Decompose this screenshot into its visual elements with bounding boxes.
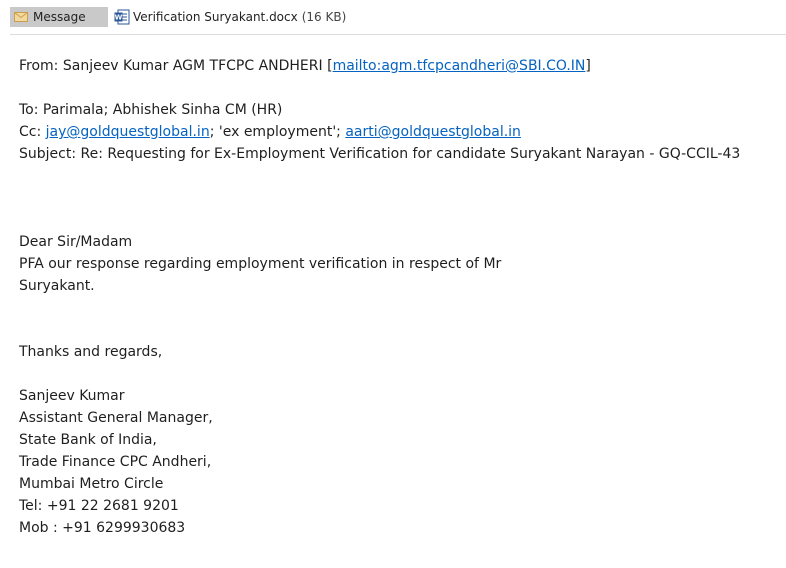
envelope-icon [14,12,28,22]
cc-link-jay[interactable]: jay@goldquestglobal.in [45,124,210,140]
cc-middle: ; 'ex employment'; [209,124,346,140]
from-line [19,55,591,77]
cc-line [19,121,521,143]
body-line-1: PFA our response regarding employment verification in respect of Mr [19,256,502,272]
svg-text:W: W [114,13,123,22]
signature-tel: Tel: +91 22 2681 9201 [19,498,179,514]
message-tab-label: Message [33,10,86,24]
attachment-file[interactable] [114,7,346,27]
attachment-file-size: (16 KB) [301,10,347,24]
cc-link-aarti[interactable]: aarti@goldquestglobal.in [345,124,521,140]
message-tab[interactable] [10,7,108,27]
closing: Thanks and regards, [19,344,163,360]
signature-circle: Mumbai Metro Circle [19,476,164,492]
from-prefix: From: Sanjeev Kumar AGM TFCPC ANDHERI [ [19,58,333,74]
subject-line: Subject: Re: Requesting for Ex-Employment Verification for candidate Suryakant Narayan - GQ-CCIL-43 [19,146,741,162]
attachment-bar [0,0,786,34]
header-divider [10,34,786,35]
cc-label: Cc: [19,124,46,140]
signature-dept: Trade Finance CPC Andheri, [19,454,212,470]
signature-title: Assistant General Manager, [19,410,213,426]
body-line-2: Suryakant. [19,278,95,294]
word-doc-icon [114,9,130,25]
signature-name: Sanjeev Kumar [19,388,125,404]
from-suffix: ] [585,58,591,74]
to-line: To: Parimala; Abhishek Sinha CM (HR) [19,102,283,118]
signature-mob: Mob : +91 6299930683 [19,520,186,536]
greeting: Dear Sir/Madam [19,234,133,250]
signature-org: State Bank of India, [19,432,157,448]
from-mailto-link[interactable]: mailto:agm.tfcpcandheri@SBI.CO.IN [332,58,586,74]
attachment-file-name: Verification Suryakant.docx [133,10,298,24]
